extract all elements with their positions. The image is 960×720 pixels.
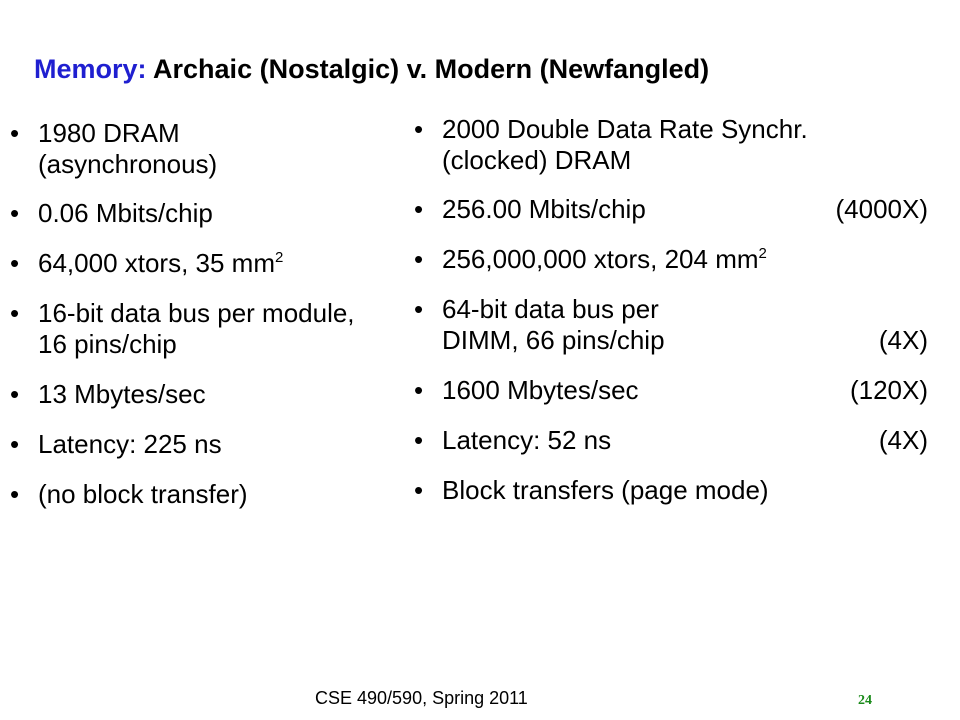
- title-rest: Archaic (Nostalgic) v. Modern (Newfangled): [146, 54, 710, 84]
- right-column-list: [414, 114, 928, 506]
- right-item-5-ratio: (120X): [849, 375, 928, 405]
- left-item-latency: [10, 429, 430, 460]
- bullet-icon: •: [10, 248, 20, 278]
- left-column-list: [10, 118, 430, 510]
- bullet-icon: •: [10, 379, 20, 409]
- title-prefix: Memory:: [34, 54, 147, 84]
- left-item-3-superscript: 2: [275, 249, 284, 266]
- bullet-icon: •: [414, 244, 424, 274]
- right-item-ddr-dram: [414, 114, 928, 176]
- right-item-2-ratio: (4000X): [835, 194, 928, 224]
- bullet-icon: •: [414, 475, 424, 505]
- bullet-icon: •: [10, 429, 20, 459]
- left-item-4-line-1: 16-bit data bus per module,: [38, 298, 355, 328]
- bullet-icon: •: [10, 298, 20, 328]
- left-item-block-transfer: [10, 479, 430, 510]
- right-item-5-text: 1600 Mbytes/sec: [442, 375, 639, 405]
- bullet-icon: •: [414, 425, 424, 455]
- right-item-6-ratio: (4X): [878, 425, 928, 455]
- left-item-5-text: 13 Mbytes/sec: [38, 379, 206, 409]
- right-item-bandwidth: [414, 375, 928, 406]
- bullet-icon: •: [414, 375, 424, 405]
- left-item-4-line-2: 16 pins/chip: [38, 329, 177, 359]
- slide-title: [34, 54, 709, 85]
- bullet-icon: •: [414, 194, 424, 224]
- right-item-7-text: Block transfers (page mode): [442, 475, 769, 505]
- bullet-icon: •: [10, 118, 20, 148]
- left-item-transistors: [10, 248, 430, 279]
- bullet-icon: •: [414, 294, 424, 324]
- right-item-1-line-1: 2000 Double Data Rate Synchr.: [442, 114, 808, 144]
- right-item-3-text: 256,000,000 xtors, 204 mm: [442, 244, 759, 274]
- right-item-4-ratio: (4X): [878, 325, 928, 355]
- left-item-bandwidth: [10, 379, 430, 410]
- left-item-1-line-2: (asynchronous): [38, 149, 218, 179]
- bullet-icon: •: [10, 198, 20, 228]
- right-item-capacity: [414, 194, 928, 225]
- left-item-2-text: 0.06 Mbits/chip: [38, 198, 213, 228]
- bullet-icon: •: [10, 479, 20, 509]
- left-item-3-text: 64,000 xtors, 35 mm: [38, 248, 275, 278]
- right-item-3-superscript: 2: [758, 245, 767, 262]
- right-item-1-line-2: (clocked) DRAM: [442, 145, 632, 175]
- left-item-1-line-1: 1980 DRAM: [38, 118, 180, 148]
- right-item-transistors: [414, 244, 928, 275]
- right-item-block-transfers: [414, 475, 928, 506]
- right-item-2-text: 256.00 Mbits/chip: [442, 194, 646, 224]
- left-item-1980-dram: [10, 118, 430, 180]
- right-item-data-bus: [414, 294, 928, 356]
- page-number: 24: [858, 693, 872, 708]
- left-item-7-text: (no block transfer): [38, 479, 248, 509]
- left-item-6-text: Latency: 225 ns: [38, 429, 222, 459]
- left-item-data-bus: [10, 298, 430, 360]
- bullet-icon: •: [414, 114, 424, 144]
- right-item-latency: [414, 425, 928, 456]
- right-item-6-text: Latency: 52 ns: [442, 425, 612, 455]
- right-item-4-line-2: DIMM, 66 pins/chip: [442, 325, 665, 355]
- left-item-capacity: [10, 198, 430, 229]
- right-item-4-line-1: 64-bit data bus per: [442, 294, 659, 324]
- footer-course-label: CSE 490/590, Spring 2011: [315, 688, 528, 708]
